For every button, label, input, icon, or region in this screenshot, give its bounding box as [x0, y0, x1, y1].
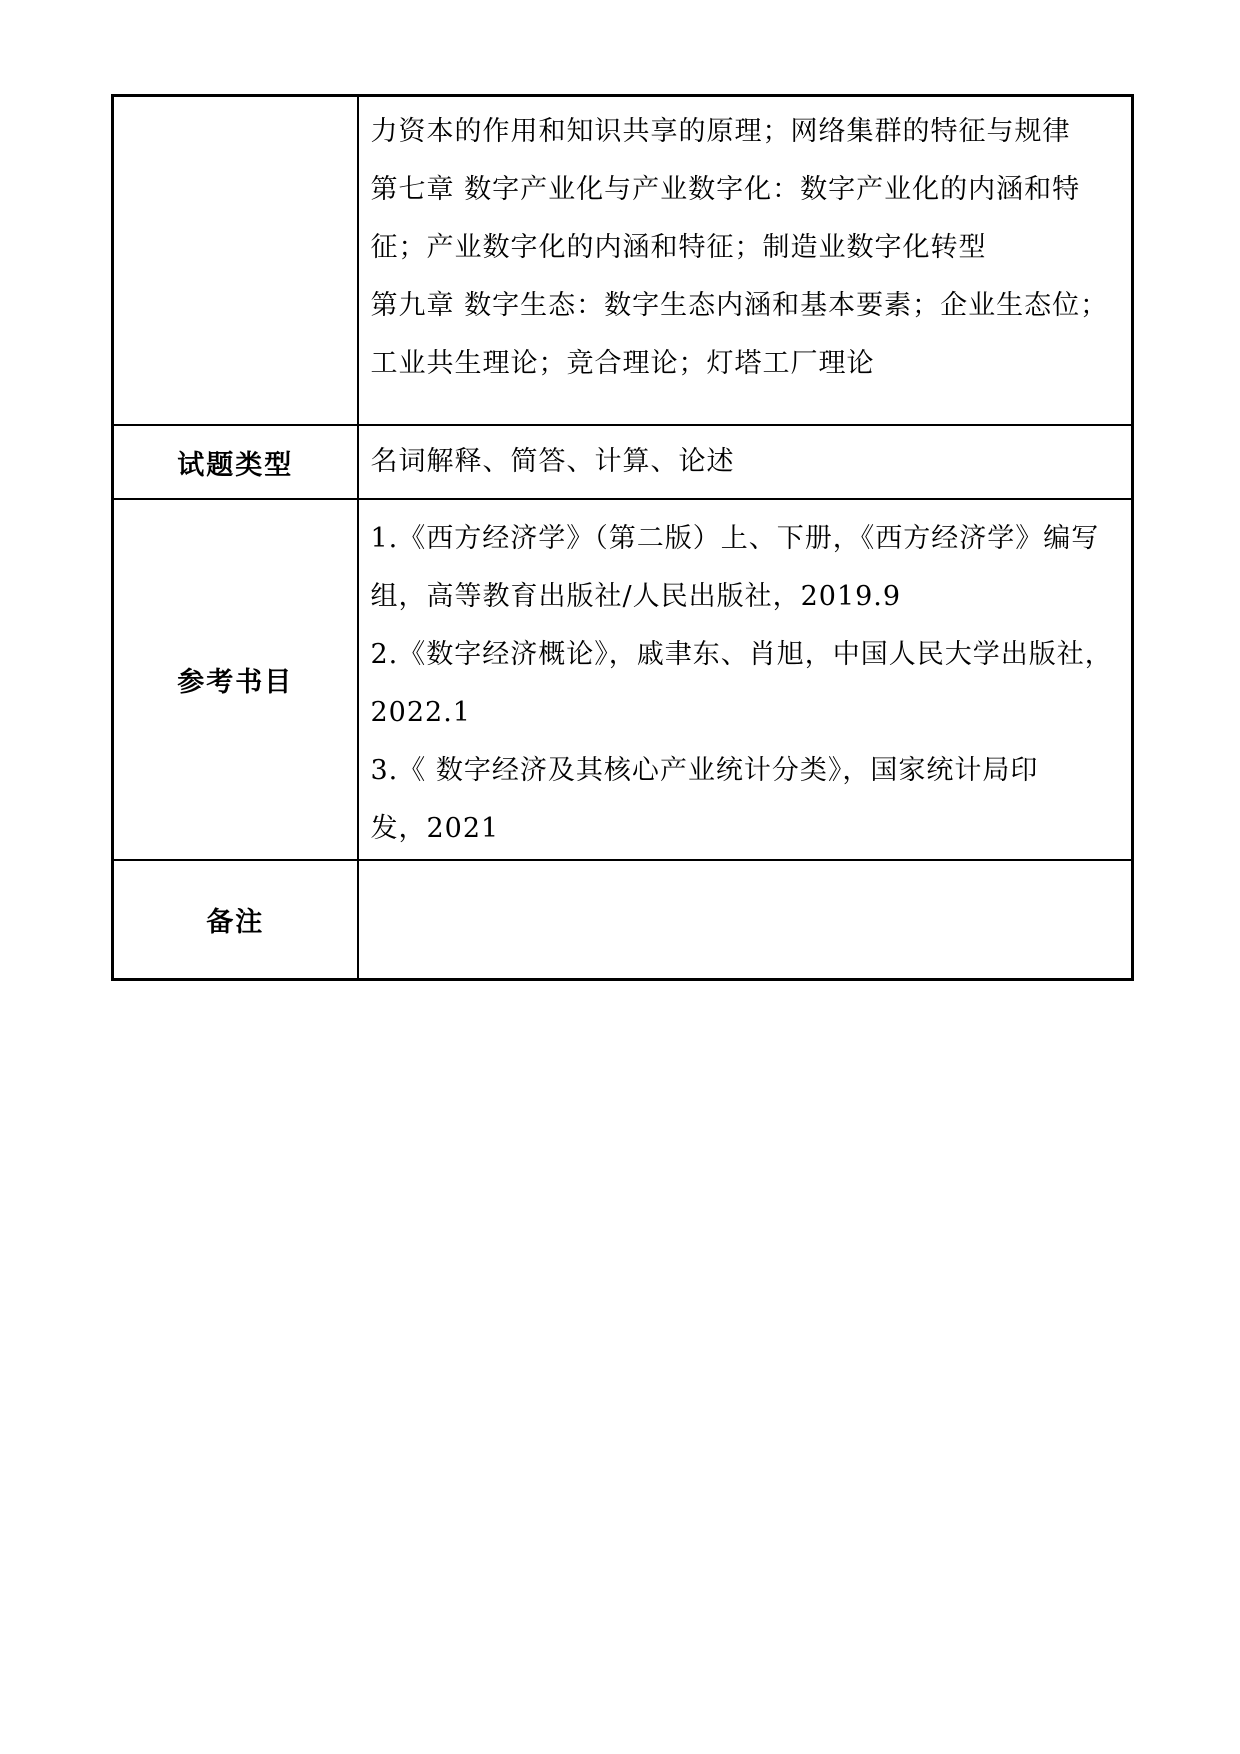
- syllabus-line: 力资本的作用和知识共享的原理；网络集群的特征与规律: [370, 116, 1071, 147]
- exam-syllabus-table: [111, 94, 1134, 981]
- reference-line: 组，高等教育出版社/人民出版社，2019.9: [370, 581, 902, 612]
- syllabus-line: 第九章 数字生态：数字生态内涵和基本要素；企业生态位；: [370, 290, 1109, 321]
- syllabus-label-cell: [113, 96, 358, 426]
- exam-type-label: 试题类型: [113, 425, 358, 499]
- syllabus-line: 第七章 数字产业化与产业数字化：数字产业化的内涵和特: [370, 174, 1081, 205]
- syllabus-content-cell: [358, 96, 1133, 426]
- reference-line: 3.《 数字经济及其核心产业统计分类》，国家统计局印: [370, 755, 1039, 786]
- syllabus-content-row: [113, 96, 1133, 426]
- reference-line: 2022.1: [370, 697, 471, 728]
- exam-type-row: [113, 425, 1133, 499]
- reference-line: 发，2021: [370, 813, 500, 844]
- references-label: 参考书目: [113, 499, 358, 860]
- syllabus-line: 征；产业数字化的内涵和特征；制造业数字化转型: [370, 232, 987, 263]
- notes-value: [358, 860, 1133, 980]
- notes-row: [113, 860, 1133, 980]
- reference-line: 1.《西方经济学》（第二版）上、下册，《西方经济学》编写: [370, 523, 1100, 554]
- exam-type-value: [358, 425, 1133, 499]
- references-content-cell: [358, 499, 1133, 860]
- syllabus-line: 工业共生理论；竞合理论；灯塔工厂理论: [370, 348, 875, 379]
- notes-label: 备注: [113, 860, 358, 980]
- references-row: [113, 499, 1133, 860]
- exam-type-text: 名词解释、简答、计算、论述: [370, 446, 735, 477]
- reference-line: 2.《数字经济概论》，戚聿东、肖旭，中国人民大学出版社，: [370, 639, 1113, 670]
